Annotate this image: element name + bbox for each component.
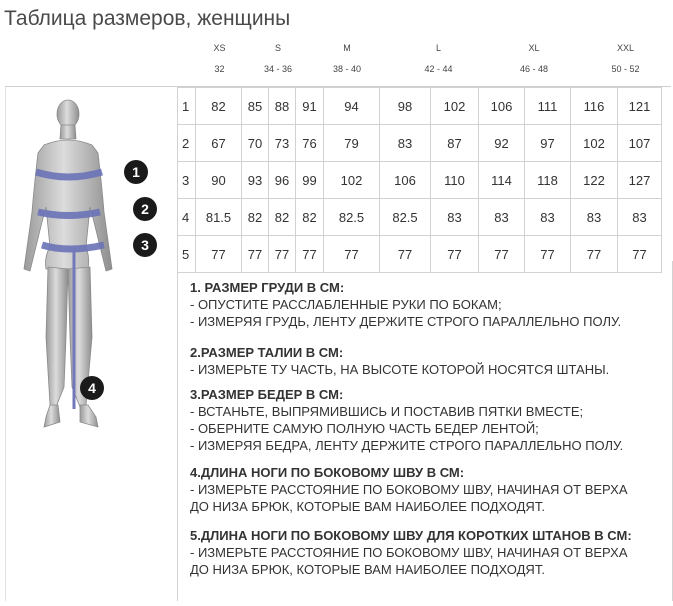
note-line: - ОПУСТИТЕ РАССЛАБЛЕННЫЕ РУКИ ПО БОКАМ; <box>190 297 502 312</box>
size-label: XS <box>213 43 226 53</box>
note-line: - ВСТАНЬТЕ, ВЫПРЯМИВШИСЬ И ПОСТАВИВ ПЯТКИ ВМЕСТЕ; <box>190 404 584 419</box>
size-range: 46 - 48 <box>519 64 549 74</box>
note-leg-length <box>190 464 664 515</box>
table-cell: 85 <box>242 88 269 125</box>
svg-text:4: 4 <box>88 380 96 396</box>
table-cell: 83 <box>431 199 479 236</box>
table-cell: 73 <box>269 125 296 162</box>
table-cell: 88 <box>269 88 296 125</box>
table-cell: 91 <box>296 88 324 125</box>
table-cell: 106 <box>479 88 525 125</box>
size-column-s <box>251 40 305 82</box>
table-cell: 111 <box>525 88 571 125</box>
table-cell: 82.5 <box>380 199 431 236</box>
size-column-xs <box>188 40 251 82</box>
row-number: 1 <box>178 88 196 125</box>
hip-tape <box>42 245 104 249</box>
table-cell: 77 <box>242 236 269 273</box>
table-cell: 87 <box>431 125 479 162</box>
note-line: ДО НИЗА БРЮК, КОТОРЫЕ ВАМ НАИБОЛЕЕ ПОДХОДЯТ. <box>190 499 545 514</box>
marker-3 <box>133 233 157 257</box>
marker-4 <box>80 376 104 400</box>
table-cell: 90 <box>196 162 242 199</box>
size-label: S <box>274 43 281 53</box>
size-header <box>188 40 671 82</box>
table-cell: 77 <box>296 236 324 273</box>
table-cell: 98 <box>380 88 431 125</box>
page-title: Таблица размеров, женщины <box>4 7 291 30</box>
note-line: - ИЗМЕРЯЯ БЕДРА, ЛЕНТУ ДЕРЖИТЕ СТРОГО ПАРАЛЛЕЛЬНО ПОЛУ. <box>190 438 624 453</box>
table-cell: 77 <box>269 236 296 273</box>
note-line: - ИЗМЕРЬТЕ ТУ ЧАСТЬ, НА ВЫСОТЕ КОТОРОЙ НОСЯТСЯ ШТАНЫ. <box>190 362 610 377</box>
table-row <box>178 88 662 125</box>
table-cell: 70 <box>242 125 269 162</box>
table-cell: 118 <box>525 162 571 199</box>
size-range: 42 - 44 <box>424 64 453 74</box>
table-cell: 82 <box>242 199 269 236</box>
table-cell: 110 <box>431 162 479 199</box>
table-cell: 92 <box>479 125 525 162</box>
size-label: XXL <box>616 43 634 53</box>
table-cell: 102 <box>571 125 618 162</box>
body-figure-illustration <box>6 87 178 601</box>
table-cell: 94 <box>324 88 380 125</box>
marker-1 <box>124 160 148 184</box>
note-heading: 5.ДЛИНА НОГИ ПО БОКОВОМУ ШВУ ДЛЯ КОРОТКИХ ШТАНОВ В СМ: <box>190 528 632 543</box>
note-line: - ОБЕРНИТЕ САМУЮ ПОЛНУЮ ЧАСТЬ БЕДЕР ЛЕНТОЙ; <box>190 421 539 436</box>
table-cell: 83 <box>380 125 431 162</box>
table-cell: 82 <box>196 88 242 125</box>
note-line: - ИЗМЕРЯЯ ГРУДЬ, ЛЕНТУ ДЕРЖИТЕ СТРОГО ПАРАЛЛЕЛЬНО ПОЛУ. <box>190 314 622 329</box>
table-cell: 77 <box>380 236 431 273</box>
table-cell: 83 <box>525 199 571 236</box>
size-table <box>177 87 662 273</box>
table-cell: 77 <box>479 236 525 273</box>
table-cell: 82 <box>296 199 324 236</box>
svg-text:1: 1 <box>132 164 140 180</box>
table-cell: 121 <box>618 88 662 125</box>
measurement-instructions <box>177 261 673 601</box>
table-cell: 82 <box>269 199 296 236</box>
note-waist <box>190 344 664 378</box>
note-hips <box>190 386 664 454</box>
size-column-l <box>389 40 488 82</box>
table-cell: 77 <box>525 236 571 273</box>
row-number: 5 <box>178 236 196 273</box>
table-cell: 76 <box>296 125 324 162</box>
table-cell: 81.5 <box>196 199 242 236</box>
table-cell: 122 <box>571 162 618 199</box>
table-cell: 102 <box>324 162 380 199</box>
table-cell: 127 <box>618 162 662 199</box>
size-range: 34 - 36 <box>263 64 293 74</box>
table-cell: 99 <box>296 162 324 199</box>
table-cell: 93 <box>242 162 269 199</box>
size-column-m <box>305 40 389 82</box>
table-row <box>178 162 662 199</box>
note-heading: 2.РАЗМЕР ТАЛИИ В СМ: <box>190 345 344 360</box>
row-number: 4 <box>178 199 196 236</box>
table-cell: 67 <box>196 125 242 162</box>
table-cell: 79 <box>324 125 380 162</box>
size-range: 50 - 52 <box>611 64 640 74</box>
note-heading: 3.РАЗМЕР БЕДЕР В СМ: <box>190 387 344 402</box>
waist-tape <box>38 212 100 216</box>
note-heading: 1. РАЗМЕР ГРУДИ В СМ: <box>190 280 345 295</box>
row-number: 3 <box>178 162 196 199</box>
note-line: - ИЗМЕРЬТЕ РАССТОЯНИЕ ПО БОКОВОМУ ШВУ, НАЧИНАЯ ОТ ВЕРХА <box>190 482 628 497</box>
svg-text:2: 2 <box>141 201 149 217</box>
table-cell: 96 <box>269 162 296 199</box>
svg-text:3: 3 <box>141 237 149 253</box>
table-cell: 77 <box>196 236 242 273</box>
table-cell: 83 <box>571 199 618 236</box>
note-short-leg-length <box>190 527 664 578</box>
table-cell: 77 <box>618 236 662 273</box>
marker-2 <box>133 197 157 221</box>
note-heading: 4.ДЛИНА НОГИ ПО БОКОВОМУ ШВУ В СМ: <box>190 465 465 480</box>
table-cell: 77 <box>431 236 479 273</box>
table-cell: 77 <box>324 236 380 273</box>
table-cell: 116 <box>571 88 618 125</box>
size-column-xl <box>488 40 580 82</box>
table-cell: 83 <box>618 199 662 236</box>
row-number: 2 <box>178 125 196 162</box>
size-label: L <box>435 43 441 53</box>
table-cell: 77 <box>571 236 618 273</box>
note-line: - ИЗМЕРЬТЕ РАССТОЯНИЕ ПО БОКОВОМУ ШВУ, НАЧИНАЯ ОТ ВЕРХА <box>190 545 628 560</box>
table-row <box>178 125 662 162</box>
size-label: XL <box>528 43 540 53</box>
table-cell: 106 <box>380 162 431 199</box>
note-line: ДО НИЗА БРЮК, КОТОРЫЕ ВАМ НАИБОЛЕЕ ПОДХОДЯТ. <box>190 562 545 577</box>
table-cell: 114 <box>479 162 525 199</box>
table-cell: 107 <box>618 125 662 162</box>
size-label: M <box>343 43 351 53</box>
size-column-xxl <box>580 40 671 82</box>
table-cell: 102 <box>431 88 479 125</box>
figure-panel <box>5 87 178 601</box>
size-range: 38 - 40 <box>332 64 362 74</box>
table-cell: 82.5 <box>324 199 380 236</box>
table-cell: 97 <box>525 125 571 162</box>
table-row <box>178 199 662 236</box>
size-range: 32 <box>214 64 225 74</box>
table-cell: 83 <box>479 199 525 236</box>
note-chest <box>190 279 664 330</box>
